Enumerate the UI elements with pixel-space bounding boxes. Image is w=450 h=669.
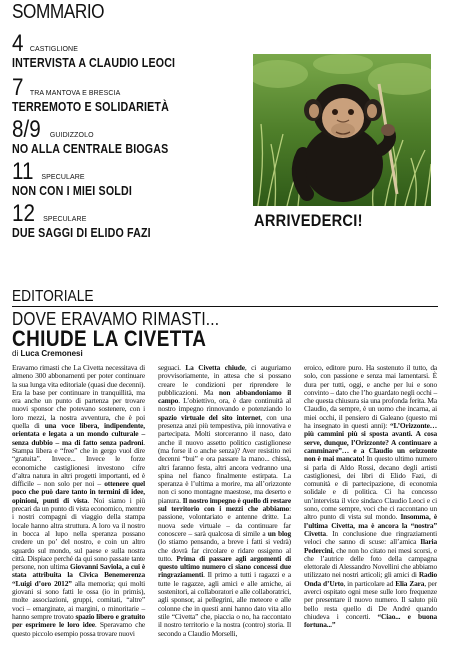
article-column-3 <box>304 364 437 630</box>
author-name: Luca Cremonesi <box>20 349 83 358</box>
location-label: TRA MANTOVA E BRESCIA <box>29 90 121 97</box>
chimpanzee-photo <box>253 54 431 206</box>
emphasis-text: Ilaria Pedercini <box>304 537 437 555</box>
sommario-item[interactable] <box>12 160 252 198</box>
body-text: . Il primo a tutti i ragazzi e a tutte le ragazze, agli amici e alle amiche, ai sostenitori, ai collaboratori e alle collaboratrici, agli sponsor, ai pellegrini, alle meteore e alle colonne che in questi anni hanno dato vita allo stile “Civetta” che, piaccia o no, ha raccontato il nostro territorio e la nostra (contro) storia. Il secondo a Claudio Morselli, <box>158 570 291 638</box>
sommario-item[interactable] <box>12 32 252 70</box>
article-column-1 <box>12 364 145 638</box>
col2-paragraph <box>158 364 291 638</box>
emphasis-text: Prima di passare agli argomenti di questo ultimo numero ci siano concessi due ringraziamenti <box>158 553 291 580</box>
emphasis-text: spazio libero e gratuito per esprimere le loro idee <box>12 611 145 630</box>
emphasis-text: “L’Orizzonte… più cammini più si sposta avanti. A cosa serve, dunque, l’Orizzonte? A continuare a camminare”… e a Claudio un orizzonte non è mai mancato! <box>304 421 437 464</box>
body-text: , per averci ospitato ogni mese sulle loro frequenze per presentare il nuovo numero. Il saluto più bello resta quello di De André quando chiudeva i concerti. <box>304 578 437 621</box>
body-text: . In conclusione due ringraziamenti veloci che sanno di scuse: all’amica <box>304 528 437 547</box>
page-number: 4 <box>12 30 24 57</box>
col1-paragraph <box>12 364 145 638</box>
item-headline: INTERVISTA A CLAUDIO LEOCI <box>12 55 176 70</box>
emphasis-text: spazio virtuale del sito internet <box>158 412 261 422</box>
col3-paragraph <box>304 364 437 630</box>
section-label: EDITORIALE <box>12 288 94 305</box>
emphasis-text: un blog <box>267 528 291 538</box>
body-text: . L’obiettivo, ora, è dare continuità al nostro impegno rinnovando e potenziando lo <box>158 396 291 414</box>
page-number: 12 <box>12 200 35 227</box>
body-text: , con una presenza anzi più tempestiva, più innovativa e partecipata. Molti storceranno il naso, dato anche il nuovo assetto politico castiglionese (ma forse il o anche senza)? Aver resistito nei decenni “bui” e ora passare la mano... chissà, altri faranno festa, altri ancora vedranno una spina nel fianco finalmente estirpata. La speranza è l’ultima a morire, ma all’orizzonte non ci sono montagne maestose, ma deserto e pianura. <box>158 412 291 505</box>
body-text: , che non ho citato nei mesi scorsi, e che l’autrice delle foto della campagna elettorale di Alessandro Novellini che abbiamo utilizzato nei nostri articoli; gli amici di <box>304 545 437 580</box>
emphasis-text: Elia Zara <box>395 578 425 588</box>
page-number: 8/9 <box>12 116 41 143</box>
emphasis-text: Giovanni Saviola, a cui è stata attribuita la Civica Benemerenza “Luigi d’oro 2012” <box>12 562 145 588</box>
emphasis-text: non abbandoniamo il campo <box>158 387 291 406</box>
item-headline: NON CON I MIEI SOLDI <box>12 183 132 198</box>
emphasis-text: Radio Onda d’Urto <box>304 570 437 588</box>
emphasis-text: una voce libera, indipendente, orientata e legata a un mondo culturale – senza dubbio – ma di fatto senza padroni <box>12 421 145 447</box>
body-text: : passione, volontariato e antenne dritte. La nuova sede virtuale – da continuare far conoscere – sarà qualcosa di simile a <box>158 504 291 538</box>
sommario-title: SOMMARIO <box>12 1 105 23</box>
emphasis-text: Insomma, è l’ultima Civetta, ma è ancora la “nostra” Civetta <box>304 512 438 538</box>
body-text: , in particolare ad <box>343 578 396 588</box>
body-text: , ci auguriamo provvisoriamente, in attesa che si possano creare le condizioni per riprendere le pubblicazioni. Ma <box>158 363 291 397</box>
item-headline: TERREMOTO E SOLIDARIETÀ <box>12 99 169 114</box>
article-headline: CHIUDE LA CIVETTA <box>12 326 207 351</box>
body-text: . Stampa libera e “free” che in gergo vuol dire “gratuita”. Invece... Invece le forze economiche castiglionesi investono cifre d’altra natura in altri progetti importanti, ed è difficile – non solo per noi – <box>12 437 145 489</box>
emphasis-text: “Ciao... e buona fortuna...” <box>304 611 437 630</box>
location-label: CASTIGLIONE <box>29 46 78 53</box>
article-column-2 <box>158 364 291 638</box>
item-headline: NO ALLA CENTRALE BIOGAS <box>12 141 169 156</box>
body-text: eroico, editore puro. Ha sostenuto il tutto, da solo, con passione e senza mai lamentarsi. È dura per tutti, oggi, e anche per lui e sono convinto – dato che l’ho guardato negli occhi – che questa chiusura sia una profonda ferita. Ma Claudio, da sempre, è un uomo che incarna, ai miei occhi, il pensiero di Galeano (questo mi ha insegnato in questi anni): <box>304 363 437 431</box>
byline <box>12 349 83 358</box>
location-label: GUIDIZZOLO <box>49 132 94 139</box>
location-label: SPECULARE <box>41 174 85 181</box>
chimpanzee-illustration <box>253 54 431 206</box>
page-number: 7 <box>12 74 24 101</box>
body-text: alla memoria; qui molti giovani si sono fatti le ossa (io in primis), molte associazioni, gruppi, comitati, “altre” voci – emarginate, ai margini, o minoritarie – hanno sempre trovato <box>12 578 146 621</box>
sommario-item[interactable] <box>12 118 252 156</box>
item-headline: DUE SAGGI DI ELIDO FAZI <box>12 225 151 240</box>
body-text: seguaci. <box>158 363 186 372</box>
body-text: . Speravamo che questo piccolo esempio possa trovare nuovi <box>12 620 145 638</box>
emphasis-text: Il nostro impegno è quello di restare sul territorio con i mezzi che abbiamo <box>158 495 292 514</box>
location-label: SPECULARE <box>43 216 87 223</box>
body-text: Eravamo rimasti che La Civetta necessitava di almeno 300 abbonamenti per poter continuare la sua lunga vita editoriale (quasi due decenni). Era la base per continuare in tranquillità, ma era anche un punto di partenza per trovare nuovi sponsor che potevano sostenere, con i loro mezzi, la nostra avventura, che è poi quella di <box>12 363 145 431</box>
sommario-item[interactable] <box>12 76 252 114</box>
photo-caption: ARRIVEDERCI! <box>254 211 363 230</box>
byline-prefix: di <box>12 349 19 358</box>
emphasis-text: La Civetta chiude <box>185 363 245 372</box>
page-number: 11 <box>12 158 34 185</box>
body-text: In questo ultimo numero si parla di Aldo Rossi, decano degli artisti castiglionesi, dei libri di Elido Fazi, di comunità e di partecipazione, di economia solidale e di politica. Ci ha concesso un’intervista il vice sindaco Claudio Leoci e ci sono, come sempre, voci che ci raccontano un altro punto di vista sul mondo. <box>304 454 438 522</box>
divider <box>12 306 438 307</box>
article-deck: DOVE ERAVAMO RIMASTI... <box>12 309 220 329</box>
body-text: (lo stiamo pensando, a breve i fatti si vedrà) che dovrà far circolare e ridare ossigeno al tutto. <box>158 537 291 563</box>
body-text: . Noi siamo i più precari da un punto di vista economico, mentre i nostri compagni di viaggio della stampa locale hanno altra struttura. A loro va il nostro in bocca al lupo nella speranza possano credere un po’ del nostro, e coin un altro sguardo sul mondo, sul paese e sulla nostra città. Dispiace perché da qui sono passate tante persone, non ultima <box>12 495 145 572</box>
sommario-item[interactable] <box>12 202 252 240</box>
emphasis-text: ottenere quel poco che può dare tanto in termini di idee, opinioni, punti di vista <box>12 479 145 505</box>
